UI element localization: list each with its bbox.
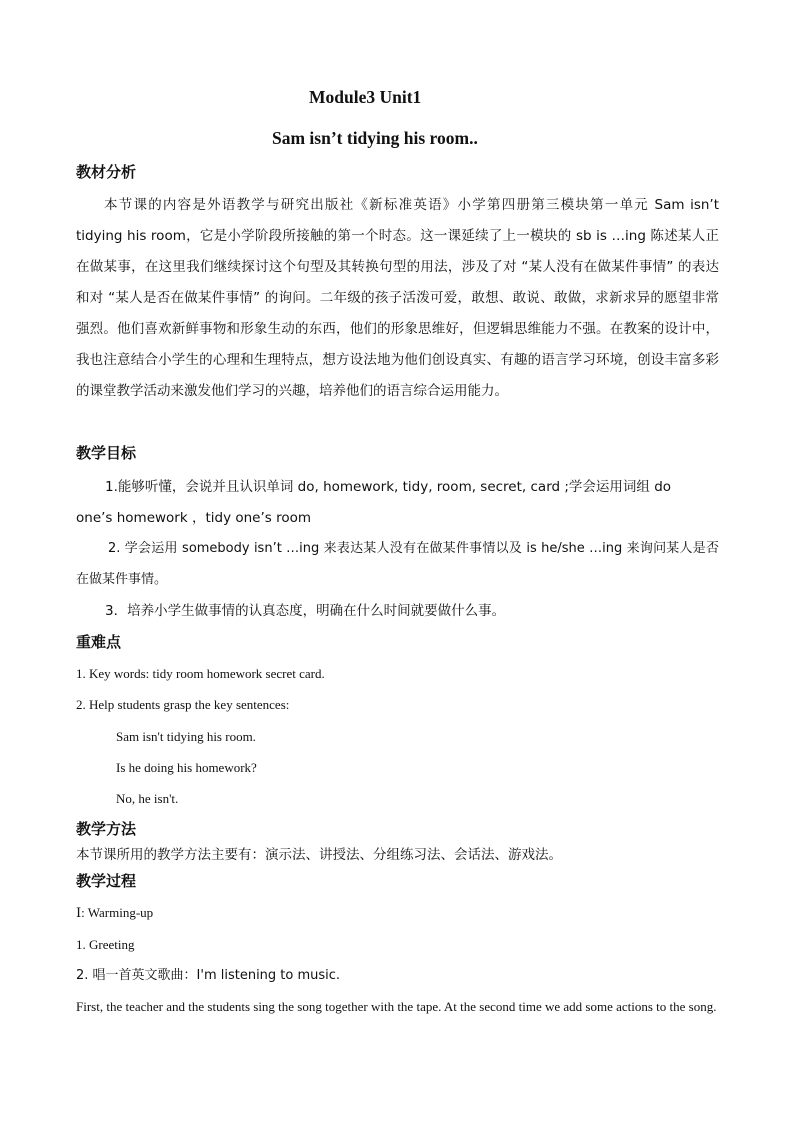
process-item-2: 2. 唱一首英文歌曲：I'm listening to music. [76, 968, 341, 983]
methods-text: 本节课所用的教学方法主要有：演示法、讲授法、分组练习法、会话法、游戏法。 [76, 847, 562, 863]
key-point-item-2: 2. Help students grasp the key sentences: [76, 697, 290, 712]
section-heading-process: 教学过程 [76, 872, 137, 890]
goal-2: 2. 学会运用 somebody isn’t …ing 来表达某人没有在做某件事情以及 is he/she …ing 来询问某人是否在做某件事情。 [76, 541, 719, 587]
key-sentence-3: No, he isn't. [116, 791, 179, 806]
goal-1-line2: one’s homework ，tidy one’s room [76, 510, 312, 526]
section-heading-key-points: 重难点 [76, 633, 122, 651]
doc-subtitle: Sam isn’t tidying his room.. [272, 128, 478, 148]
section-heading-goals: 教学目标 [76, 444, 137, 462]
process-step-1: Ⅰ: Warming-up [76, 905, 154, 920]
process-paragraph: First, the teacher and the students sing the song together with the tape. At the second time we add some actions to the song. [76, 999, 717, 1014]
key-sentence-1: Sam isn't tidying his room. [116, 729, 256, 744]
key-sentence-2: Is he doing his homework? [116, 760, 257, 775]
process-item-1: 1. Greeting [76, 937, 135, 952]
section-heading-methods: 教学方法 [76, 820, 137, 838]
key-point-item-1: 1. Key words: tidy room homework secret card. [76, 666, 325, 681]
goal-1-line1: 1.能够听懂，会说并且认识单词 do, homework, tidy, room, secret, card ;学会运用词组 do [105, 479, 672, 495]
section-heading-analysis: 教材分析 [76, 163, 137, 181]
doc-title: Module3 Unit1 [309, 87, 422, 107]
goal-3: 3．培养小学生做事情的认真态度，明确在什么时间就要做什么事。 [105, 603, 506, 619]
analysis-paragraph: 本节课的内容是外语教学与研究出版社《新标准英语》小学第四册第三模块第一单元 Sam isn’t tidying his room，它是小学阶段所接触的第一个时态。这一课延续了上一模块的 sb is …ing 陈述某人正在做某事，在这里我们继续探讨这个句型及其转换句型的用法，涉及了对 “某人没有在做某件事情” 的表达和对 “某人是否在做某件事情” 的询问。二年级的孩子活泼可爱，敢想、敢说、敢做，求新求异的愿望非常强烈。他们喜欢新鲜事物和形象生动的东西，他们的形象思维好，但逻辑思维能力不强。在教案的设计中，我也注意结合小学生的心理和生理特点，想方设法地为他们创设真实、有趣的语言学习环境，创设丰富多彩的课堂教学活动来激发他们学习的兴趣，培养他们的语言综合运用能力。 [76, 197, 719, 399]
